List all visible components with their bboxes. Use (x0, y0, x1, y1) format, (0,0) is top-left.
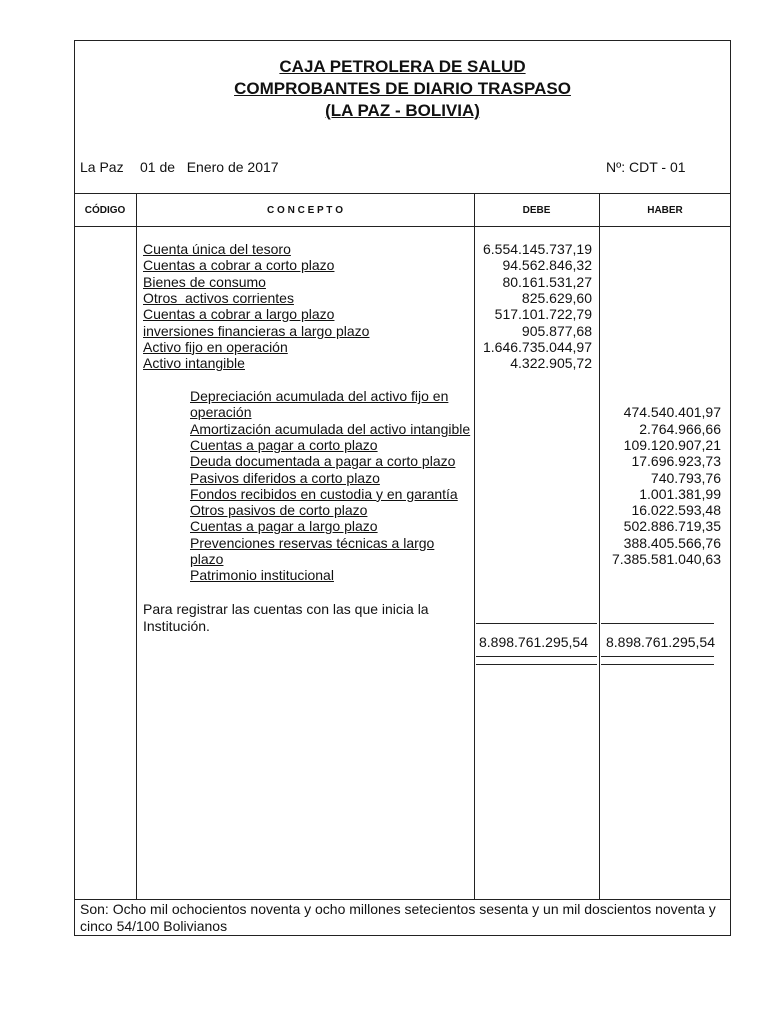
credit-concept: Amortización acumulada del activo intangible (190, 420, 471, 437)
credit-amount: 16.022.593,48 (631, 502, 721, 519)
credit-amount: 7.385.581.040,63 (612, 551, 721, 567)
voucher-number: Nº: CDT - 01 (606, 159, 686, 175)
header-concepto: C O N C E P T O (267, 205, 343, 216)
debit-amount: 517.101.722,79 (494, 306, 592, 323)
debit-amount: 80.161.531,27 (502, 273, 592, 290)
header-top-rule (74, 193, 731, 194)
credit-concept: Prevenciones reservas técnicas a largo (190, 534, 435, 551)
credit-concept: Depreciación acumulada del activo fijo en (190, 388, 449, 404)
header-haber: HABER (647, 205, 683, 216)
credit-concept: operación (190, 404, 252, 421)
debit-concept: Bienes de consumo (143, 273, 266, 290)
credit-concept: Patrimonio institucional (190, 567, 334, 584)
total-rule-top (476, 623, 597, 624)
credit-concept: plazo (190, 551, 224, 567)
total-rule-double (601, 664, 714, 665)
debit-concept: Activo intangible (143, 355, 245, 372)
header-debe: DEBE (522, 205, 551, 216)
debit-concept: Cuentas a cobrar a corto plazo (143, 257, 335, 274)
concepto-column-divider (474, 193, 475, 899)
codigo-column-divider (136, 193, 137, 899)
total-rule-double (476, 656, 597, 657)
credit-amount: 2.764.966,66 (639, 420, 721, 437)
debit-amount: 905.877,68 (521, 322, 592, 339)
debit-concept: Cuenta única del tesoro (143, 241, 291, 257)
credit-concept: Otros pasivos de corto plazo (190, 502, 368, 519)
date-label: 01 de Enero de 2017 (140, 159, 279, 175)
credit-amount: 502.886.719,35 (623, 518, 721, 535)
entry-note: Para registrar las cuentas con las que inicia la (143, 601, 429, 617)
credit-amount: 1.001.381,99 (639, 485, 721, 502)
credit-concept: Deuda documentada a pagar a corto plazo (190, 453, 456, 470)
credit-concept: Pasivos diferidos a corto plazo (190, 469, 380, 486)
credit-concept: Cuentas a pagar a largo plazo (190, 518, 378, 535)
debit-amount: 825.629,60 (521, 289, 592, 306)
institution-title: CAJA PETROLERA DE SALUD (279, 57, 526, 76)
debit-amount: 94.562.846,32 (502, 257, 592, 274)
credit-concept: Fondos recibidos en custodia y en garantía (190, 485, 458, 502)
debit-amount: 4.322.905,72 (510, 355, 592, 372)
total-haber: 8.898.761.295,54 (606, 634, 715, 650)
voucher-title: COMPROBANTES DE DIARIO TRASPASO (234, 79, 571, 98)
total-debe: 8.898.761.295,54 (479, 634, 588, 650)
debit-concept: Otros activos corrientes (143, 289, 294, 306)
entry-note: Institución. (143, 618, 210, 634)
credit-amount: 109.120.907,21 (623, 436, 721, 453)
credit-concept: Cuentas a pagar a corto plazo (190, 436, 378, 453)
debit-concept: Activo fijo en operación (143, 338, 288, 355)
credit-amount: 388.405.566,76 (623, 534, 721, 551)
debit-amount: 6.554.145.737,19 (483, 241, 592, 257)
footer-top-rule (74, 899, 731, 900)
debit-concept: inversiones financieras a largo plazo (143, 322, 370, 339)
amount-in-words: Son: Ocho mil ochocientos noventa y ocho millones setecientos sesenta y un mil doscientos noventa y cinco 54/100 Bolivianos (80, 901, 716, 934)
header-codigo: CÓDIGO (84, 205, 126, 216)
total-rule-double (601, 656, 714, 657)
debit-concept: Cuentas a cobrar a largo plazo (143, 306, 335, 323)
credit-amount: 17.696.923,73 (631, 453, 721, 470)
location-title: (LA PAZ - BOLIVIA) (325, 101, 480, 120)
total-rule-double (476, 664, 597, 665)
debe-column-divider (599, 193, 600, 899)
header-bottom-rule (74, 226, 731, 227)
total-rule-top (601, 623, 714, 624)
debit-amount: 1.646.735.044,97 (483, 338, 592, 355)
credit-amount: 740.793,76 (650, 469, 721, 486)
place-label: La Paz (80, 159, 124, 175)
credit-amount: 474.540.401,97 (623, 404, 721, 421)
